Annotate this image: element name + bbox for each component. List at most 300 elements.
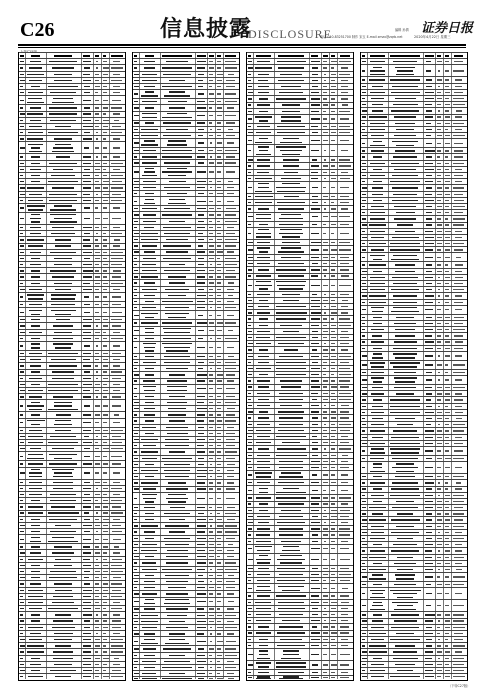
table-cell: [247, 228, 254, 239]
table-cell: [110, 308, 125, 316]
table-cell: [389, 600, 424, 611]
table-cell: [133, 342, 140, 353]
table-cell: [102, 535, 110, 543]
table-cell: [424, 588, 437, 599]
table-cell: [275, 649, 310, 660]
table-cell: [361, 588, 368, 599]
table-cell: [208, 139, 215, 147]
table-row: [19, 467, 125, 479]
table-cell: [196, 342, 209, 353]
table-cell: [102, 293, 110, 301]
table-cell: [444, 306, 452, 314]
table-cell: [133, 90, 140, 98]
table-cell: [330, 246, 338, 254]
table-cell: [161, 167, 196, 178]
table-cell: [322, 554, 329, 565]
table-cell: [436, 447, 443, 455]
table-row: [361, 673, 467, 679]
table-cell: [338, 280, 353, 291]
table-cell: [26, 142, 46, 153]
table-cell: [368, 139, 388, 147]
table-cell: [322, 246, 329, 254]
table-cell: [94, 204, 101, 212]
table-cell: [389, 376, 424, 384]
table-cell: [94, 674, 101, 679]
table-cell: [196, 90, 209, 98]
table-cell: [436, 588, 443, 599]
table-cell: [436, 600, 443, 611]
table-cell: [338, 213, 353, 221]
table-cell: [444, 361, 452, 369]
table-cell: [247, 554, 254, 565]
table-cell: [254, 676, 274, 679]
table-cell: [133, 677, 140, 679]
table-cell: [338, 676, 353, 679]
table-cell: [361, 447, 368, 455]
table-cell: [19, 468, 26, 479]
table-cell: [133, 197, 140, 205]
table-row: [247, 544, 353, 553]
table-cell: [254, 486, 274, 494]
table-row: [361, 252, 467, 261]
table-cell: [47, 142, 82, 153]
table-row: [247, 144, 353, 156]
table-cell: [424, 573, 437, 581]
table-cell: [361, 462, 368, 473]
table-row: [133, 597, 239, 606]
table-cell: [47, 400, 82, 411]
table-cell: [161, 197, 196, 205]
table-cell: [338, 145, 353, 156]
table-cell: [247, 661, 254, 669]
table-cell: [140, 167, 160, 178]
table-cell: [224, 637, 239, 645]
table-cell: [452, 352, 467, 360]
table-cell: [361, 352, 368, 360]
table-cell: [389, 361, 424, 369]
table-cell: [444, 65, 452, 76]
table-row: [19, 534, 125, 543]
table-cell: [26, 308, 46, 316]
table-column-3: [246, 52, 354, 681]
table-row: [361, 305, 467, 314]
table-row: [247, 648, 353, 660]
table-cell: [436, 573, 443, 581]
table-row: [247, 553, 353, 565]
table-cell: [247, 471, 254, 479]
table-cell: [424, 361, 437, 369]
table-cell: [424, 674, 437, 679]
table-cell: [140, 197, 160, 205]
table-cell: [444, 139, 452, 147]
table-cell: [133, 327, 140, 335]
table-cell: [368, 588, 388, 599]
table-row: [19, 212, 125, 224]
table-cell: [424, 306, 437, 314]
table-cell: [140, 637, 160, 645]
table-cell: [133, 167, 140, 178]
table-cell: [247, 545, 254, 553]
table-cell: [330, 228, 338, 239]
table-cell: [82, 293, 95, 301]
table-cell: [338, 115, 353, 123]
table-cell: [452, 253, 467, 261]
table-cell: [216, 327, 224, 335]
table-cell: [254, 661, 274, 669]
table-cell: [389, 306, 424, 314]
table-cell: [310, 661, 323, 669]
table-cell: [140, 327, 160, 335]
table-cell: [444, 447, 452, 455]
table-cell: [368, 573, 388, 581]
table-row: [133, 636, 239, 645]
table-cell: [47, 674, 82, 679]
table-cell: [424, 462, 437, 473]
table-cell: [368, 674, 388, 679]
table-cell: [82, 400, 95, 411]
table-cell: [224, 385, 239, 393]
table-cell: [322, 676, 329, 679]
table-cell: [338, 246, 353, 254]
table-cell: [110, 213, 125, 224]
table-cell: [330, 584, 338, 592]
table-cell: [196, 197, 209, 205]
table-cell: [82, 204, 95, 212]
table-cell: [26, 400, 46, 411]
table-cell: [338, 486, 353, 494]
table-cell: [208, 342, 215, 353]
table-cell: [140, 493, 160, 504]
table-cell: [275, 486, 310, 494]
table-cell: [208, 385, 215, 393]
table-cell: [47, 96, 82, 104]
table-cell: [389, 253, 424, 261]
table-cell: [102, 142, 110, 153]
table-cell: [436, 376, 443, 384]
table-cell: [361, 573, 368, 581]
table-cell: [216, 637, 224, 645]
table-cell: [310, 182, 323, 193]
table-cell: [161, 139, 196, 147]
table-cell: [161, 311, 196, 319]
table-row: [247, 675, 353, 679]
table-cell: [452, 139, 467, 147]
table-cell: [94, 452, 101, 460]
table-cell: [216, 167, 224, 178]
table-cell: [330, 661, 338, 669]
table-cell: [452, 588, 467, 599]
table-cell: [19, 535, 26, 543]
table-cell: [102, 213, 110, 224]
table-cell: [444, 600, 452, 611]
table-cell: [389, 462, 424, 473]
table-cell: [424, 376, 437, 384]
table-cell: [102, 308, 110, 316]
table-cell: [444, 352, 452, 360]
table-cell: [82, 452, 95, 460]
table-cell: [389, 588, 424, 599]
table-cell: [82, 674, 95, 679]
header-rule-thin: [18, 47, 466, 48]
table-cell: [361, 376, 368, 384]
table-cell: [368, 306, 388, 314]
table-cell: [94, 213, 101, 224]
table-cell: [110, 142, 125, 153]
table-cell: [310, 246, 323, 254]
table-cell: [94, 308, 101, 316]
table-cell: [247, 280, 254, 291]
table-cell: [140, 112, 160, 120]
table-row: [247, 583, 353, 592]
table-cell: [389, 447, 424, 455]
table-cell: [140, 311, 160, 319]
table-cell: [444, 674, 452, 679]
table-cell: [254, 145, 274, 156]
table-cell: [389, 139, 424, 147]
table-cell: [26, 535, 46, 543]
table-cell: [161, 90, 196, 98]
table-cell: [322, 145, 329, 156]
table-cell: [247, 676, 254, 679]
table-cell: [196, 598, 209, 606]
table-cell: [224, 327, 239, 335]
table-cell: [19, 419, 26, 427]
table-cell: [275, 115, 310, 123]
table-cell: [110, 535, 125, 543]
table-cell: [82, 342, 95, 350]
table-cell: [452, 65, 467, 76]
table-cell: [161, 112, 196, 120]
table-cell: [224, 90, 239, 98]
table-cell: [275, 246, 310, 254]
table-cell: [94, 400, 101, 411]
table-cell: [208, 311, 215, 319]
table-cell: [196, 493, 209, 504]
table-column-4: [360, 52, 468, 681]
table-cell: [82, 419, 95, 427]
table-cell: [224, 167, 239, 178]
table-cell: [436, 361, 443, 369]
table-cell: [452, 462, 467, 473]
table-column-1: [18, 52, 126, 681]
table-cell: [82, 535, 95, 543]
table-cell: [247, 584, 254, 592]
table-cell: [216, 385, 224, 393]
table-row: [19, 673, 125, 679]
table-cell: [47, 308, 82, 316]
table-cell: [254, 554, 274, 565]
table-cell: [102, 419, 110, 427]
table-cell: [196, 677, 209, 679]
table-cell: [338, 182, 353, 193]
table-cell: [322, 228, 329, 239]
table-cell: [389, 573, 424, 581]
table-cell: [19, 452, 26, 460]
table-cell: [110, 342, 125, 350]
table-cell: [216, 197, 224, 205]
table-cell: [161, 342, 196, 353]
table-cell: [444, 376, 452, 384]
table-cell: [275, 545, 310, 553]
table-cell: [102, 400, 110, 411]
table-cell: [47, 419, 82, 427]
table-cell: [254, 213, 274, 221]
table-cell: [26, 419, 46, 427]
table-row: [247, 227, 353, 239]
table-cell: [216, 112, 224, 120]
table-cell: [110, 204, 125, 212]
table-cell: [19, 674, 26, 679]
table-row: [247, 470, 353, 479]
table-cell: [47, 342, 82, 350]
table-row: [361, 446, 467, 455]
table-cell: [310, 676, 323, 679]
table-cell: [338, 471, 353, 479]
table-cell: [196, 327, 209, 335]
table-cell: [368, 462, 388, 473]
table-cell: [133, 139, 140, 147]
table-cell: [94, 419, 101, 427]
table-cell: [216, 90, 224, 98]
table-cell: [424, 139, 437, 147]
table-cell: [310, 280, 323, 291]
table-cell: [94, 142, 101, 153]
table-cell: [224, 112, 239, 120]
table-cell: [424, 600, 437, 611]
table-cell: [161, 385, 196, 393]
table-cell: [47, 452, 82, 460]
table-row: [133, 384, 239, 393]
table-cell: [368, 447, 388, 455]
table-cell: [330, 545, 338, 553]
table-cell: [424, 65, 437, 76]
table-cell: [452, 600, 467, 611]
table-cell: [208, 167, 215, 178]
table-cell: [19, 293, 26, 301]
table-cell: [247, 115, 254, 123]
table-cell: [224, 139, 239, 147]
table-cell: [275, 280, 310, 291]
table-cell: [368, 376, 388, 384]
table-cell: [275, 554, 310, 565]
table-cell: [196, 139, 209, 147]
page-header: [0, 0, 484, 42]
table-cell: [330, 213, 338, 221]
table-row: [247, 114, 353, 123]
table-cell: [247, 486, 254, 494]
table-cell: [330, 115, 338, 123]
page-number: C26: [20, 19, 55, 41]
editor-credits: 编辑 孙倩: [395, 28, 409, 32]
table-cell: [338, 136, 353, 144]
table-cell: [247, 145, 254, 156]
table-cell: [310, 145, 323, 156]
table-cell: [330, 182, 338, 193]
table-row: [133, 111, 239, 120]
table-row: [361, 587, 467, 599]
section-title-en: DISCLOSURE: [248, 27, 333, 41]
table-cell: [224, 598, 239, 606]
table-cell: [19, 142, 26, 153]
table-cell: [254, 136, 274, 144]
table-cell: [361, 253, 368, 261]
table-cell: [94, 468, 101, 479]
table-cell: [196, 112, 209, 120]
table-cell: [361, 306, 368, 314]
table-cell: [330, 136, 338, 144]
table-cell: [368, 361, 388, 369]
table-cell: [452, 306, 467, 314]
table-cell: [322, 115, 329, 123]
table-cell: [208, 598, 215, 606]
continued-to-note: （下转C27版）: [448, 684, 471, 688]
table-cell: [275, 182, 310, 193]
table-cell: [133, 637, 140, 645]
table-cell: [436, 306, 443, 314]
table-cell: [322, 661, 329, 669]
table-cell: [133, 311, 140, 319]
table-cell: [102, 96, 110, 104]
table-cell: [361, 600, 368, 611]
table-cell: [275, 145, 310, 156]
table-cell: [254, 182, 274, 193]
table-cell: [452, 376, 467, 384]
table-row: [361, 64, 467, 76]
table-cell: [133, 112, 140, 120]
table-cell: [247, 182, 254, 193]
table-cell: [161, 637, 196, 645]
table-row: [247, 181, 353, 193]
table-cell: [444, 462, 452, 473]
table-cell: [330, 280, 338, 291]
table-cell: [275, 471, 310, 479]
table-cell: [254, 649, 274, 660]
table-cell: [275, 213, 310, 221]
table-cell: [102, 674, 110, 679]
table-cell: [110, 419, 125, 427]
table-cell: [94, 96, 101, 104]
table-row: [133, 326, 239, 335]
table-row: [133, 89, 239, 98]
table-row: [361, 351, 467, 360]
table-cell: [322, 136, 329, 144]
table-cell: [208, 637, 215, 645]
table-cell: [224, 197, 239, 205]
table-cell: [254, 228, 274, 239]
table-cell: [102, 452, 110, 460]
table-row: [19, 292, 125, 301]
table-cell: [322, 545, 329, 553]
table-cell: [26, 96, 46, 104]
table-row: [19, 141, 125, 153]
table-cell: [338, 554, 353, 565]
table-cell: [26, 213, 46, 224]
contact-line: 电话 010-83251700 制作 宋玉 E-mail zmzx@zqrb.net: [320, 35, 403, 39]
table-cell: [338, 228, 353, 239]
table-cell: [444, 573, 452, 581]
table-cell: [19, 400, 26, 411]
table-cell: [19, 96, 26, 104]
table-cell: [208, 327, 215, 335]
table-row: [133, 196, 239, 205]
table-row: [19, 341, 125, 350]
table-cell: [140, 342, 160, 353]
table-cell: [247, 649, 254, 660]
table-cell: [368, 600, 388, 611]
table-row: [19, 307, 125, 316]
table-cell: [247, 136, 254, 144]
table-cell: [389, 674, 424, 679]
